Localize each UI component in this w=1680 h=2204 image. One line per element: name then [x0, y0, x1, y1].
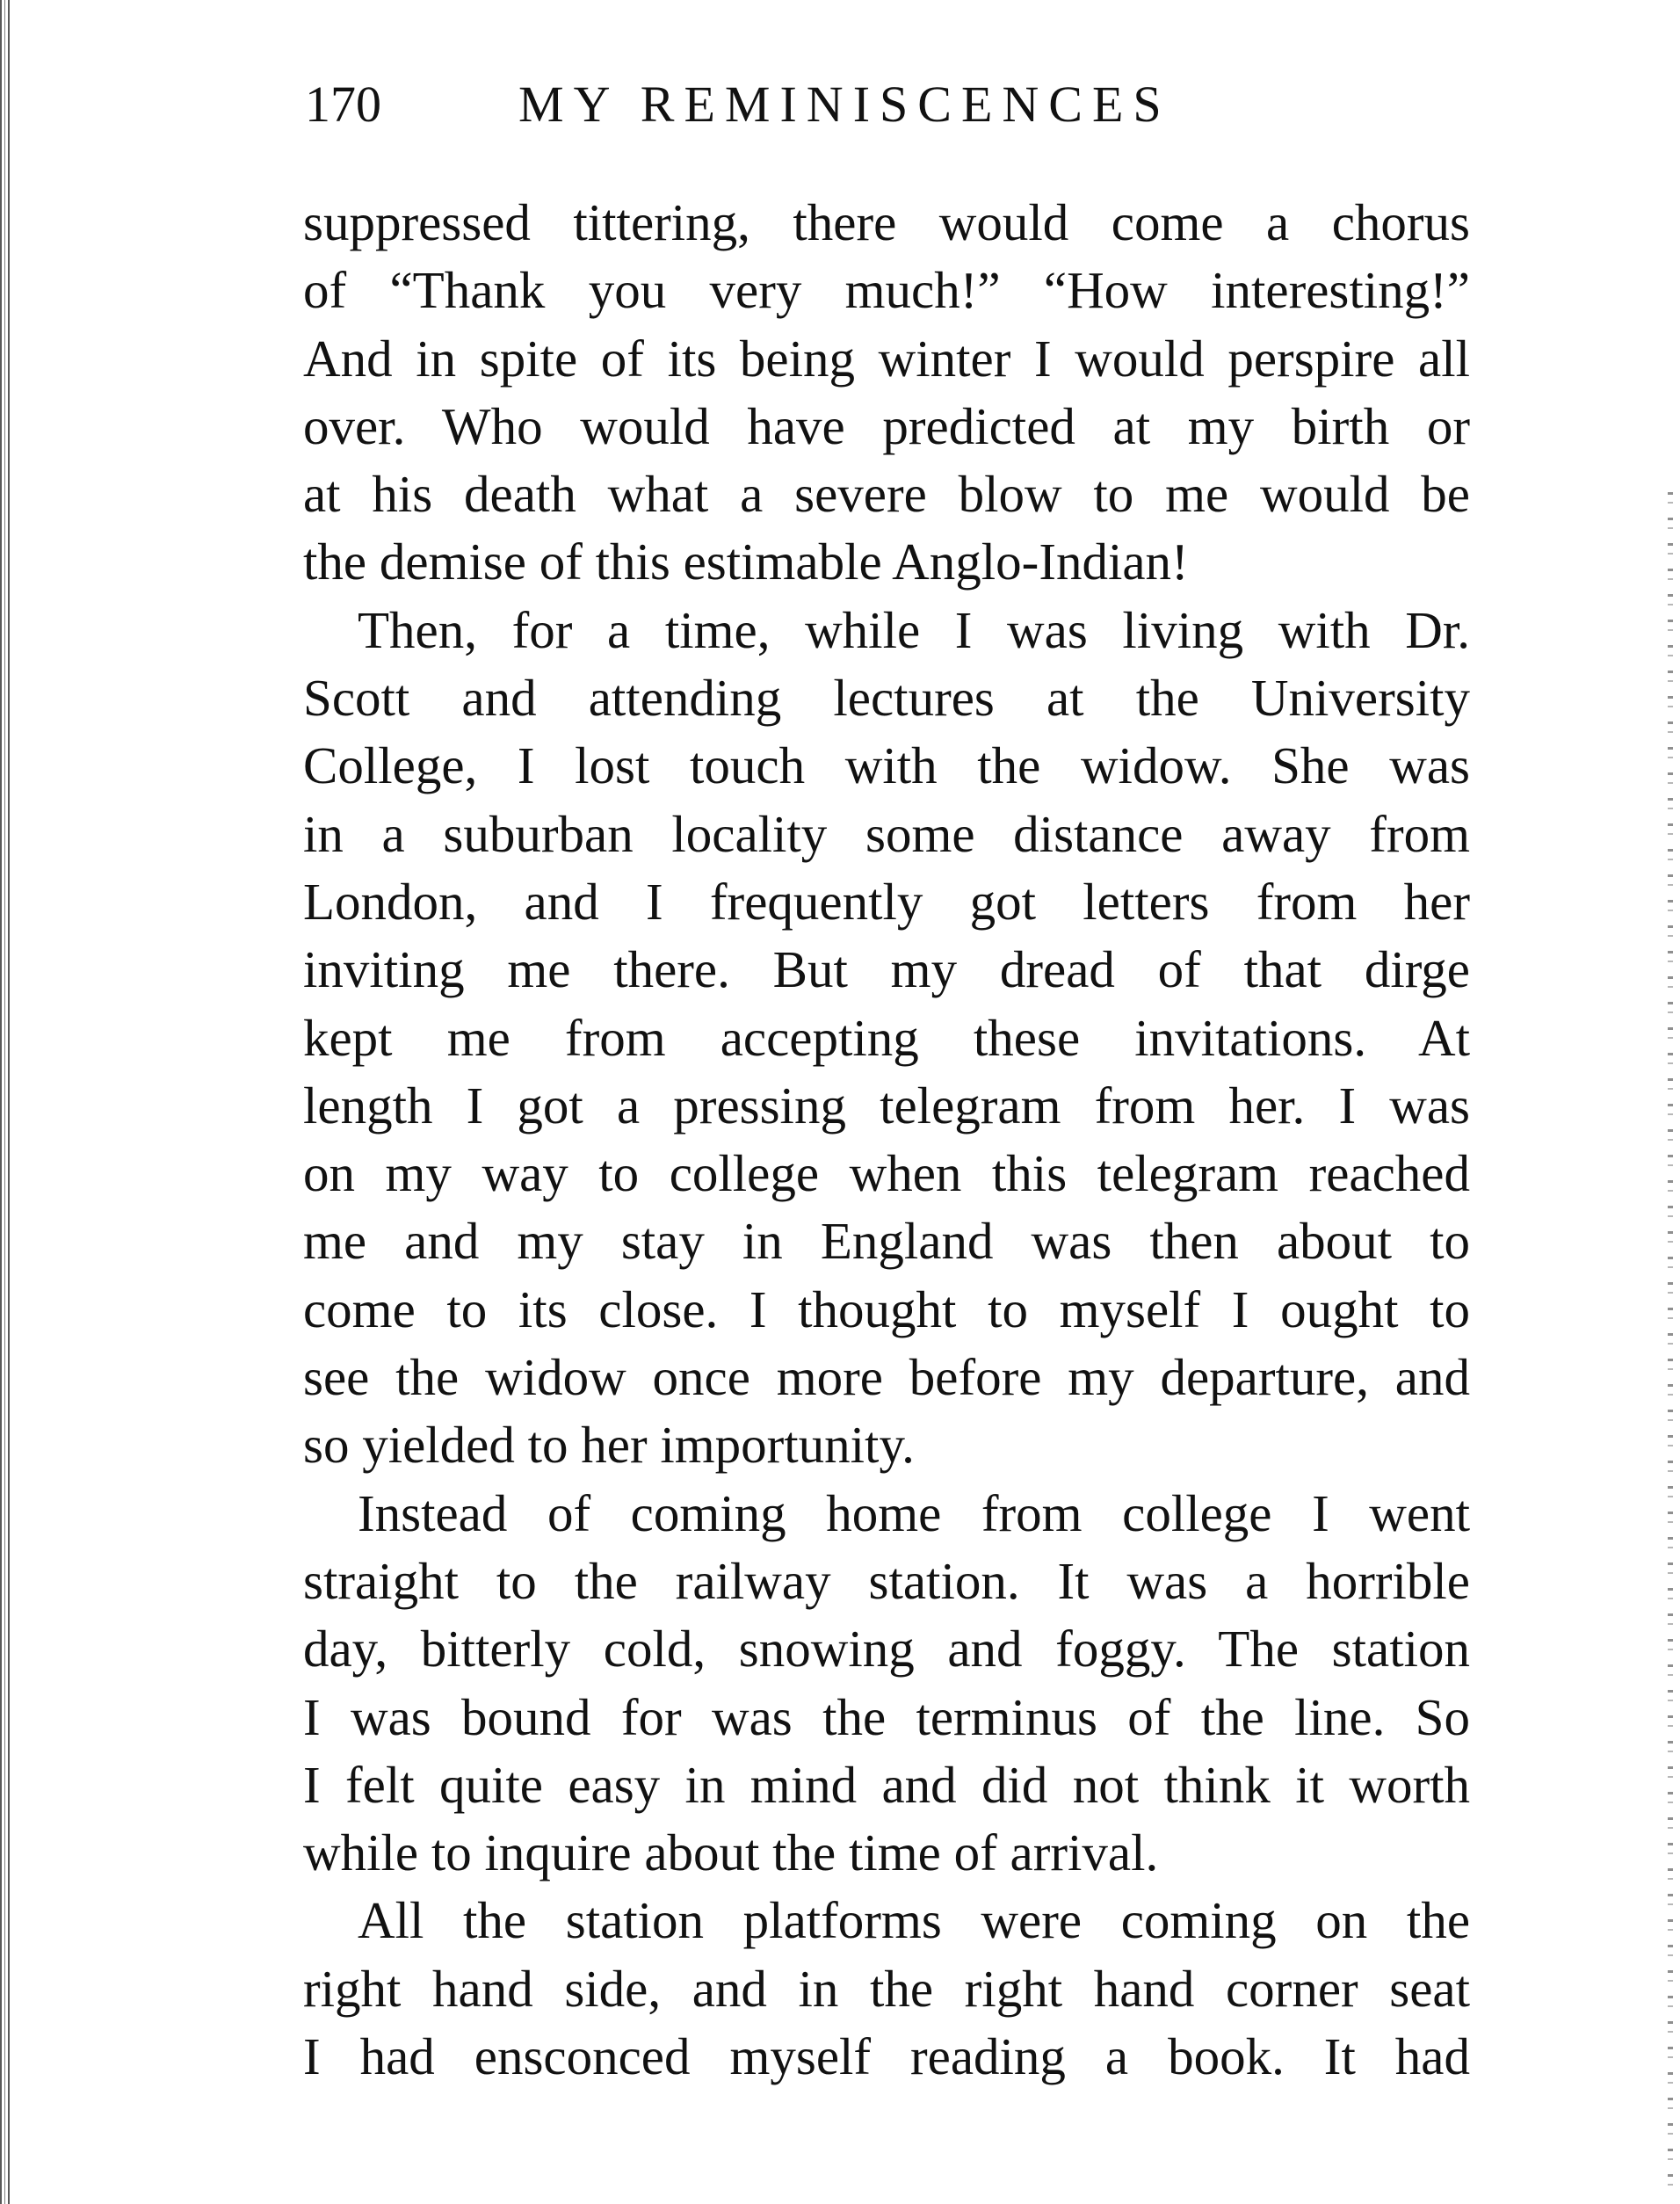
text-line: College, I lost touch with the widow. She was	[303, 736, 1470, 795]
page-number: 170	[305, 76, 381, 133]
text-line: London, and I frequently got letters from her	[303, 872, 1470, 931]
text-line: I was bound for was the terminus of the line. So	[303, 1687, 1470, 1746]
text-line: me and my stay in England was then about to	[303, 1212, 1470, 1271]
text-line: at his death what a severe blow to me would be	[303, 465, 1470, 524]
paragraph	[303, 1887, 1470, 2091]
running-header	[305, 75, 1474, 136]
running-title: MY REMINISCENCES	[518, 76, 1171, 133]
text-line: come to its close. I thought to myself I ought to	[303, 1280, 1470, 1338]
text-line: right hand side, and in the right hand corner seat	[303, 1959, 1470, 2018]
text-line: length I got a pressing telegram from her. I was	[303, 1076, 1470, 1135]
text-line: And in spite of its being winter I would perspire all	[303, 329, 1470, 388]
book-binding-edge	[0, 0, 12, 2204]
text-line: inviting me there. But my dread of that dirge	[303, 940, 1470, 999]
text-line: I had ensconced myself reading a book. It had	[303, 2027, 1470, 2086]
text-line: Scott and attending lectures at the University	[303, 669, 1470, 728]
text-line: I felt quite easy in mind and did not think it worth	[303, 1755, 1470, 1814]
text-line: kept me from accepting these invitations. At	[303, 1008, 1470, 1067]
text-line: while to inquire about the time of arrival.	[303, 1823, 1159, 1882]
text-line: day, bitterly cold, snowing and foggy. The station	[303, 1620, 1470, 1678]
text-line: the demise of this estimable Anglo-Indian!	[303, 533, 1189, 591]
text-line: suppressed tittering, there would come a chorus	[303, 193, 1470, 251]
text-line: Instead of coming home from college I went	[358, 1483, 1470, 1542]
text-line: of “Thank you very much!” “How interesting!”	[303, 261, 1470, 320]
page-edge-speckle	[1668, 492, 1673, 2197]
text-line: straight to the railway station. It was a horrible	[303, 1551, 1470, 1610]
paragraph	[303, 597, 1470, 1480]
text-line: on my way to college when this telegram reached	[303, 1144, 1470, 1203]
text-line: in a suburban locality some distance away from	[303, 804, 1470, 863]
paragraph	[303, 189, 1470, 597]
paragraph	[303, 1480, 1470, 1888]
text-line: Then, for a time, while I was living with Dr.	[358, 600, 1470, 659]
text-line: see the widow once more before my departure, and	[303, 1348, 1470, 1407]
text-line: so yielded to her importunity.	[303, 1416, 915, 1475]
text-line: All the station platforms were coming on the	[358, 1891, 1470, 1950]
text-line: over. Who would have predicted at my birth or	[303, 396, 1470, 455]
page-body	[303, 189, 1470, 2091]
